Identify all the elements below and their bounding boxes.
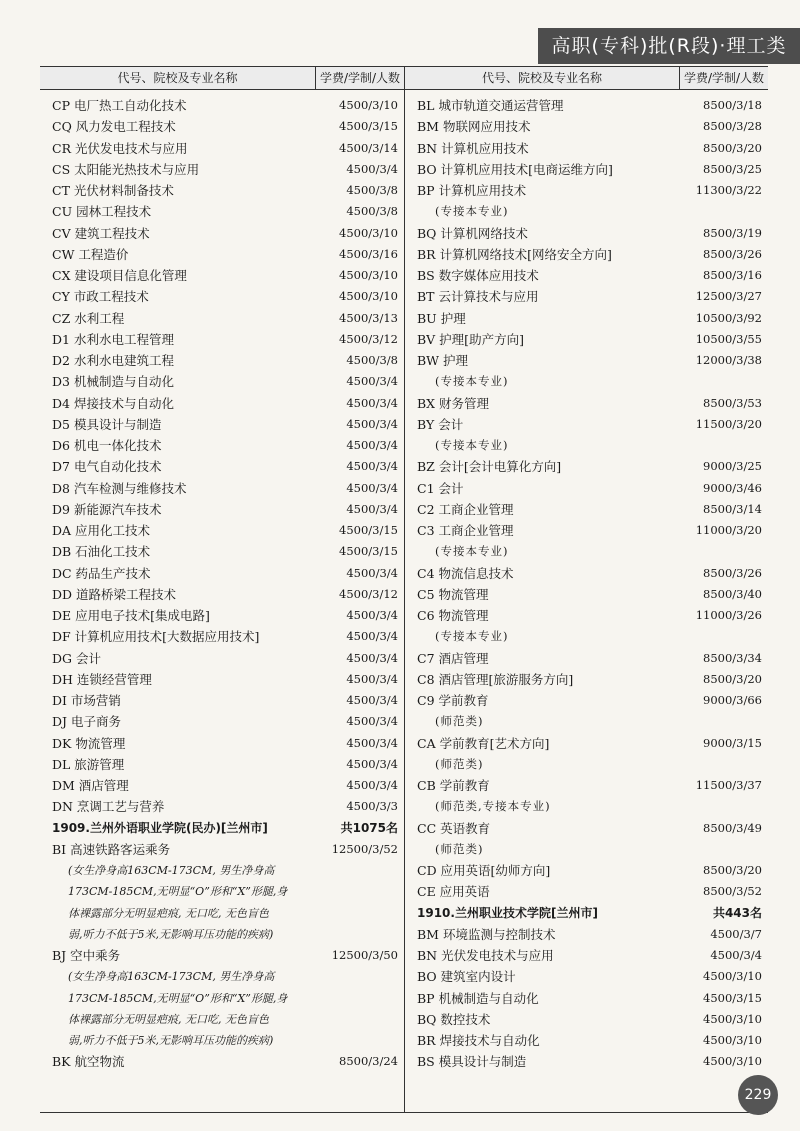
fee-value: 4500/3/4 xyxy=(346,693,398,707)
column-header xyxy=(40,67,404,90)
program-name: DM 酒店管理 xyxy=(52,778,129,793)
table-row xyxy=(40,520,404,541)
fee-value: 4500/3/4 xyxy=(346,459,398,474)
program-name: CC 英语教育 xyxy=(417,820,491,836)
program-name: D5 模具设计与制造 xyxy=(52,416,162,432)
fee-value: 4500/3/12 xyxy=(339,586,398,601)
table-row xyxy=(405,669,768,690)
fee-value: 4500/3/3 xyxy=(346,799,398,814)
table-row xyxy=(40,180,404,201)
program-name: BV 护理[助产方向] xyxy=(417,331,524,347)
program-name: (专接本专业) xyxy=(435,629,509,644)
program-name: C4 物流信息技术 xyxy=(417,565,514,581)
fee-value: 8500/3/16 xyxy=(703,268,762,282)
program-name: C5 物流管理 xyxy=(417,586,489,602)
table-row xyxy=(405,414,768,435)
program-name: DD 道路桥梁工程技术 xyxy=(52,586,177,602)
program-name: CZ 水利工程 xyxy=(52,310,125,326)
table-row xyxy=(40,371,404,392)
table-row xyxy=(40,329,404,350)
fee-value: 4500/3/15 xyxy=(339,544,398,559)
fee-value: 4500/3/4 xyxy=(346,161,398,176)
table-row xyxy=(40,286,404,307)
program-name: 1910.兰州职业技术学院[兰州市] xyxy=(417,905,598,920)
fee-value: 8500/3/52 xyxy=(703,884,762,899)
program-name: BX 财务管理 xyxy=(417,395,490,411)
program-name: BI 高速铁路客运乘务 xyxy=(52,841,171,857)
program-name: BL 城市轨道交通运营管理 xyxy=(417,98,564,113)
fee-value: 12000/3/38 xyxy=(695,353,762,367)
program-name: C9 学前教育 xyxy=(417,693,489,708)
program-name: D4 焊接技术与自动化 xyxy=(52,395,174,411)
left-rows xyxy=(40,95,404,1073)
column-header xyxy=(405,67,768,90)
note-row xyxy=(40,903,404,924)
fee-value xyxy=(680,711,768,732)
table-row xyxy=(405,244,768,265)
program-name: (师范类) xyxy=(435,841,484,856)
fee-value: 4500/3/16 xyxy=(339,246,398,261)
program-name: DJ 电子商务 xyxy=(52,714,122,730)
table-row xyxy=(40,563,404,584)
table-row xyxy=(40,754,404,775)
fee-value: 8500/3/18 xyxy=(703,98,762,112)
note-row xyxy=(405,839,768,860)
fee-value: 9000/3/15 xyxy=(703,735,762,750)
table-row xyxy=(405,95,768,116)
fee-value: 8500/3/26 xyxy=(703,246,762,261)
program-name: DE 应用电子技术[集成电路] xyxy=(52,608,210,623)
fee-value: 11500/3/20 xyxy=(695,416,762,431)
fee-value xyxy=(680,796,768,817)
table-row xyxy=(40,350,404,371)
fee-value: 4500/3/4 xyxy=(346,608,398,622)
table-row xyxy=(40,478,404,499)
table-row xyxy=(405,456,768,477)
table-row xyxy=(40,393,404,414)
fee-value: 4500/3/4 xyxy=(346,374,398,389)
fee-value: 12500/3/27 xyxy=(695,289,762,304)
fee-value xyxy=(680,626,768,647)
section-banner: 高职(专科)批(R段)·理工类 xyxy=(538,28,800,64)
fee-value: 11300/3/22 xyxy=(695,183,762,197)
fee-value: 8500/3/20 xyxy=(703,863,762,877)
program-name: BP 计算机应用技术 xyxy=(417,183,527,198)
program-name: D6 机电一体化技术 xyxy=(52,438,162,453)
fee-value: 4500/3/4 xyxy=(710,948,762,962)
school-row xyxy=(40,818,404,839)
table-row xyxy=(405,733,768,754)
program-name: C2 工商企业管理 xyxy=(417,501,514,517)
program-name: CB 学前教育 xyxy=(417,778,490,793)
program-name: D2 水利水电建筑工程 xyxy=(52,353,174,368)
fee-value: 共1075名 xyxy=(340,820,398,835)
fee-value: 4500/3/8 xyxy=(346,183,398,197)
fee-value: 8500/3/19 xyxy=(703,225,762,240)
table-row xyxy=(405,180,768,201)
table-row xyxy=(405,159,768,180)
fee-value: 4500/3/4 xyxy=(346,480,398,495)
program-name: DA 应用化工技术 xyxy=(52,523,151,538)
fee-value: 4500/3/13 xyxy=(339,310,398,325)
program-name: BM 环境监测与控制技术 xyxy=(417,926,556,942)
program-name: C8 酒店管理[旅游服务方向] xyxy=(417,671,574,687)
fee-value: 9000/3/46 xyxy=(703,480,762,495)
table-row xyxy=(40,541,404,562)
name-header: 代号、院校及专业名称 xyxy=(117,71,238,85)
table-row xyxy=(405,265,768,286)
fee-value: 4500/3/10 xyxy=(703,1033,762,1047)
table-row xyxy=(405,478,768,499)
program-name: D1 水利水电工程管理 xyxy=(52,331,174,347)
fee-value xyxy=(680,754,768,775)
fee-value: 12500/3/50 xyxy=(331,948,398,962)
table-row xyxy=(40,116,404,137)
table-row xyxy=(405,945,768,966)
table-row xyxy=(40,945,404,966)
table-row xyxy=(40,308,404,329)
program-name: BR 焊接技术与自动化 xyxy=(417,1033,540,1048)
fee-value: 4500/3/15 xyxy=(703,990,762,1005)
table-row xyxy=(40,499,404,520)
fee-value: 4500/3/10 xyxy=(703,1011,762,1026)
right-column xyxy=(404,67,768,1112)
fee-value: 8500/3/34 xyxy=(703,650,762,665)
fee-value xyxy=(316,903,404,924)
fee-value: 10500/3/92 xyxy=(695,310,762,325)
fee-value: 8500/3/14 xyxy=(703,501,762,516)
table-row xyxy=(40,690,404,711)
fee-value: 12500/3/52 xyxy=(331,841,398,856)
table-row xyxy=(40,584,404,605)
table-row xyxy=(405,648,768,669)
table-row xyxy=(40,796,404,817)
program-name: DN 烹调工艺与营养 xyxy=(52,799,165,815)
table-row xyxy=(40,414,404,435)
fee-value: 4500/3/10 xyxy=(703,969,762,984)
table-row xyxy=(40,435,404,456)
fee-value: 8500/3/49 xyxy=(703,820,762,835)
table-row xyxy=(40,626,404,647)
program-name: BO 建筑室内设计 xyxy=(417,969,516,985)
fee-value: 9000/3/25 xyxy=(703,459,762,474)
program-name: BJ 空中乘务 xyxy=(52,948,121,963)
table-row xyxy=(40,711,404,732)
program-name: D3 机械制造与自动化 xyxy=(52,374,174,390)
program-name: (师范类,专接本专业) xyxy=(435,799,551,814)
note-row xyxy=(40,860,404,881)
note-row xyxy=(405,541,768,562)
program-name: DI 市场营销 xyxy=(52,693,121,708)
program-name: D9 新能源汽车技术 xyxy=(52,501,162,517)
table-row xyxy=(405,860,768,881)
fee-value xyxy=(316,966,404,987)
fee-value: 9000/3/66 xyxy=(703,693,762,707)
table-row xyxy=(40,648,404,669)
program-name: C3 工商企业管理 xyxy=(417,523,514,538)
fee-value: 4500/3/4 xyxy=(346,671,398,686)
program-name: BP 机械制造与自动化 xyxy=(417,990,539,1006)
table-row xyxy=(40,605,404,626)
program-name: C7 酒店管理 xyxy=(417,650,489,666)
program-name: CU 园林工程技术 xyxy=(52,204,152,220)
table-row xyxy=(405,350,768,371)
fee-value: 4500/3/4 xyxy=(346,416,398,431)
program-name: 弱,听力不低于5米,无影响耳压功能的疾病) xyxy=(68,927,274,941)
program-name: BM 物联网应用技术 xyxy=(417,119,531,135)
program-name: CD 应用英语[幼师方向] xyxy=(417,863,551,878)
fee-value xyxy=(316,881,404,902)
program-name: BW 护理 xyxy=(417,353,469,368)
program-name: D7 电气自动化技术 xyxy=(52,459,162,475)
fee-value: 4500/3/8 xyxy=(346,204,398,219)
table-row xyxy=(40,839,404,860)
table-row xyxy=(405,1051,768,1072)
fee-value: 8500/3/24 xyxy=(339,1054,398,1069)
note-row xyxy=(40,924,404,945)
program-name: 体裸露部分无明显疤痕, 无口吃, 无色盲色 xyxy=(68,1012,269,1026)
program-name: BT 云计算技术与应用 xyxy=(417,289,539,305)
program-name: CR 光伏发电技术与应用 xyxy=(52,140,188,156)
program-name: CS 太阳能光热技术与应用 xyxy=(52,161,200,177)
table-row xyxy=(405,605,768,626)
program-name: BU 护理 xyxy=(417,310,466,326)
fee-value: 4500/3/4 xyxy=(346,629,398,644)
fee-value: 8500/3/40 xyxy=(703,586,762,601)
fee-value: 8500/3/26 xyxy=(703,565,762,580)
program-name: DL 旅游管理 xyxy=(52,756,125,772)
table-row xyxy=(40,201,404,222)
note-row xyxy=(40,966,404,987)
note-row xyxy=(40,1030,404,1051)
table-row xyxy=(405,563,768,584)
program-name: CA 学前教育[艺术方向] xyxy=(417,735,550,751)
note-row xyxy=(40,881,404,902)
fee-value xyxy=(680,201,768,222)
fee-value: 4500/3/4 xyxy=(346,778,398,792)
program-name: BZ 会计[会计电算化方向] xyxy=(417,459,562,475)
note-row xyxy=(405,201,768,222)
table-row xyxy=(40,244,404,265)
program-name: CY 市政工程技术 xyxy=(52,289,149,305)
program-name: BK 航空物流 xyxy=(52,1054,125,1070)
program-name: (女生净身高163CM-173CM, 男生净身高 xyxy=(68,864,275,877)
table-row xyxy=(405,584,768,605)
table-row xyxy=(40,265,404,286)
program-name: CE 应用英语 xyxy=(417,884,490,900)
fee-value: 8500/3/53 xyxy=(703,395,762,410)
program-name: 1909.兰州外语职业学院(民办)[兰州市] xyxy=(52,820,268,835)
program-name: D8 汽车检测与维修技术 xyxy=(52,480,187,496)
page-number: 229 xyxy=(738,1075,778,1115)
fee-value xyxy=(316,1009,404,1030)
fee-value: 4500/3/4 xyxy=(346,438,398,452)
table-row xyxy=(405,966,768,987)
fee-value xyxy=(316,988,404,1009)
program-name: DC 药品生产技术 xyxy=(52,565,151,581)
program-name: (专接本专业) xyxy=(435,438,509,452)
fee-value: 4500/3/4 xyxy=(346,395,398,410)
fee-value: 4500/3/4 xyxy=(346,735,398,750)
fee-value: 4500/3/4 xyxy=(346,650,398,665)
fee-value: 4500/3/15 xyxy=(339,119,398,134)
table-row xyxy=(405,286,768,307)
note-row xyxy=(40,1009,404,1030)
table-row xyxy=(405,881,768,902)
table-row xyxy=(40,669,404,690)
program-name: 弱,听力不低于5米,无影响耳压功能的疾病) xyxy=(68,1034,274,1047)
table-row xyxy=(405,329,768,350)
fee-value: 4500/3/10 xyxy=(339,289,398,304)
fee-value: 10500/3/55 xyxy=(695,331,762,346)
program-name: BQ 数控技术 xyxy=(417,1011,491,1027)
table-row xyxy=(40,733,404,754)
fee-header: 学费/学制/人数 xyxy=(315,67,404,89)
program-name: CW 工程造价 xyxy=(52,246,129,262)
table-row xyxy=(405,1030,768,1051)
program-name: (专接本专业) xyxy=(435,544,509,559)
fee-value: 4500/3/10 xyxy=(703,1054,762,1069)
program-name: (师范类) xyxy=(435,756,484,771)
note-row xyxy=(405,626,768,647)
table-row xyxy=(405,308,768,329)
program-name: BN 计算机应用技术 xyxy=(417,140,529,156)
fee-value: 4500/3/10 xyxy=(339,98,398,112)
program-name: (专接本专业) xyxy=(435,204,509,219)
fee-value xyxy=(680,839,768,860)
table-row xyxy=(405,818,768,839)
program-name: CQ 风力发电工程技术 xyxy=(52,119,176,135)
table-row xyxy=(405,138,768,159)
note-row xyxy=(405,796,768,817)
table-row xyxy=(405,690,768,711)
program-name: BS 模具设计与制造 xyxy=(417,1054,527,1070)
table-row xyxy=(405,393,768,414)
table-row xyxy=(40,223,404,244)
program-name: BO 计算机应用技术[电商运维方向] xyxy=(417,161,613,177)
program-name: C1 会计 xyxy=(417,480,464,496)
program-name: C6 物流管理 xyxy=(417,608,489,623)
program-name: CV 建筑工程技术 xyxy=(52,225,150,241)
table-row xyxy=(405,116,768,137)
fee-value: 11000/3/26 xyxy=(695,608,762,622)
program-name: BN 光伏发电技术与应用 xyxy=(417,948,554,963)
fee-value xyxy=(316,924,404,945)
left-column xyxy=(40,67,404,1112)
program-name: DG 会计 xyxy=(52,650,101,666)
fee-value: 4500/3/4 xyxy=(346,501,398,516)
program-name: BY 会计 xyxy=(417,416,464,432)
program-name: DK 物流管理 xyxy=(52,735,126,751)
note-row xyxy=(405,435,768,456)
table-row xyxy=(40,138,404,159)
table-row xyxy=(405,988,768,1009)
table-row xyxy=(405,1009,768,1030)
fee-value: 4500/3/10 xyxy=(339,268,398,282)
fee-header: 学费/学制/人数 xyxy=(679,67,768,89)
name-header: 代号、院校及专业名称 xyxy=(481,71,602,85)
note-row xyxy=(40,988,404,1009)
program-name: 173CM-185CM,无明显“O”形和“X”形腿,身 xyxy=(68,991,288,1005)
fee-value: 4500/3/8 xyxy=(346,353,398,367)
fee-value xyxy=(680,371,768,392)
program-name: DH 连锁经营管理 xyxy=(52,671,152,687)
program-name: CX 建设项目信息化管理 xyxy=(52,268,187,283)
fee-value: 11000/3/20 xyxy=(695,523,762,537)
fee-value: 4500/3/4 xyxy=(346,714,398,729)
fee-value: 共443名 xyxy=(712,905,762,920)
fee-value xyxy=(316,860,404,881)
program-name: DB 石油化工技术 xyxy=(52,544,151,560)
fee-value: 4500/3/7 xyxy=(710,926,762,941)
fee-value xyxy=(680,541,768,562)
fee-value: 8500/3/20 xyxy=(703,140,762,155)
fee-value: 4500/3/14 xyxy=(339,140,398,155)
table-row xyxy=(40,775,404,796)
fee-value: 8500/3/20 xyxy=(703,671,762,686)
table-row xyxy=(40,456,404,477)
note-row xyxy=(405,711,768,732)
fee-value: 4500/3/12 xyxy=(339,331,398,346)
program-name: 体裸露部分无明显疤痕, 无口吃, 无色盲色 xyxy=(68,906,269,920)
fee-value: 8500/3/28 xyxy=(703,119,762,134)
program-name: (师范类) xyxy=(435,714,484,729)
table-row xyxy=(405,223,768,244)
table-row xyxy=(40,159,404,180)
program-name: CT 光伏材料制备技术 xyxy=(52,183,174,198)
fee-value: 4500/3/4 xyxy=(346,565,398,580)
fee-value xyxy=(316,1030,404,1051)
program-name: BS 数字媒体应用技术 xyxy=(417,268,539,283)
admissions-table xyxy=(40,66,768,1113)
table-row xyxy=(40,1051,404,1072)
program-name: 173CM-185CM,无明显“O”形和“X”形腿,身 xyxy=(68,885,288,899)
note-row xyxy=(405,754,768,775)
table-row xyxy=(405,520,768,541)
fee-value: 11500/3/37 xyxy=(695,778,762,792)
fee-value: 4500/3/15 xyxy=(339,523,398,537)
fee-value xyxy=(680,435,768,456)
program-name: DF 计算机应用技术[大数据应用技术] xyxy=(52,629,260,645)
program-name: CP 电厂热工自动化技术 xyxy=(52,98,187,113)
program-name: (专接本专业) xyxy=(435,374,509,389)
note-row xyxy=(405,371,768,392)
school-row xyxy=(405,903,768,924)
fee-value: 4500/3/10 xyxy=(339,225,398,240)
program-name: BQ 计算机网络技术 xyxy=(417,225,528,241)
table-row xyxy=(405,499,768,520)
table-row xyxy=(405,924,768,945)
table-row xyxy=(405,775,768,796)
right-rows xyxy=(405,95,768,1073)
fee-value: 4500/3/4 xyxy=(346,756,398,771)
program-name: (女生净身高163CM-173CM, 男生净身高 xyxy=(68,970,275,984)
program-name: BR 计算机网络技术[网络安全方向] xyxy=(417,246,612,262)
fee-value: 8500/3/25 xyxy=(703,161,762,176)
table-row xyxy=(40,95,404,116)
